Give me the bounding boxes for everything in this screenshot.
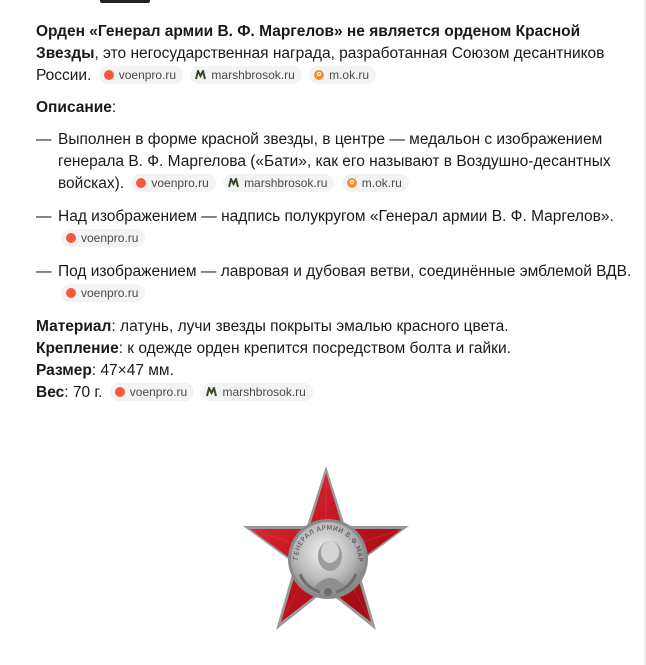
voenpro-icon <box>115 387 125 397</box>
marshbrosok-icon <box>195 70 206 80</box>
intro-paragraph <box>36 21 636 87</box>
voenpro-icon <box>66 288 76 298</box>
medal-inscription: ГЕНЕРАЛ АРМИИ В.Ф.МАР <box>291 523 365 563</box>
list-dash: — <box>36 131 52 148</box>
source-chip-voenpro[interactable] <box>61 229 145 247</box>
property-label: Размер <box>36 362 92 379</box>
medal-image[interactable] <box>240 462 412 640</box>
property-label: Вес <box>36 384 65 401</box>
description-list <box>36 129 636 305</box>
source-label: voenpro.ru <box>151 176 209 190</box>
marshbrosok-icon <box>228 178 239 188</box>
source-chip-voenpro[interactable] <box>99 66 183 84</box>
source-chip-voenpro[interactable] <box>110 383 194 401</box>
list-dash: — <box>36 208 52 225</box>
description-heading-label: Описание <box>36 99 112 116</box>
source-label: voenpro.ru <box>118 68 177 82</box>
source-chip-marshbrosok[interactable] <box>190 66 301 84</box>
property-label: Материал <box>36 318 112 335</box>
property-value: : 47×47 мм. <box>91 362 174 379</box>
source-label: marshbrosok.ru <box>244 176 328 190</box>
source-chip-voenpro[interactable] <box>61 284 145 302</box>
intro-title: Орден «Генерал армии В. Ф. Маргелов» не является орденом Красной Звезды <box>36 23 581 62</box>
properties-block <box>36 316 636 404</box>
intro-text: , это негосударственная награда, разработанная Союзом десантников России. <box>36 45 605 84</box>
source-label: voenpro.ru <box>81 231 139 245</box>
source-label: marshbrosok.ru <box>211 68 295 82</box>
property-label: Крепление <box>36 340 119 357</box>
property-value: : 70 г. <box>64 384 103 401</box>
source-chip-voenpro[interactable] <box>131 174 215 192</box>
source-label: m.ok.ru <box>361 176 402 190</box>
source-chip-mok[interactable] <box>309 66 376 84</box>
source-label: m.ok.ru <box>329 68 370 82</box>
list-dash: — <box>36 263 52 280</box>
source-chip-mok[interactable] <box>342 174 409 192</box>
source-chip-marshbrosok[interactable] <box>201 383 312 401</box>
voenpro-icon <box>104 70 114 80</box>
source-chip-marshbrosok[interactable] <box>223 174 334 192</box>
source-label: voenpro.ru <box>129 385 188 399</box>
source-label: voenpro.ru <box>81 286 139 300</box>
red-star-medal-icon <box>240 462 412 640</box>
description-heading <box>36 97 636 119</box>
source-label: marshbrosok.ru <box>222 385 306 399</box>
marshbrosok-icon <box>206 387 217 397</box>
voenpro-icon <box>136 178 146 188</box>
description-heading-colon: : <box>111 99 117 116</box>
odnoklassniki-icon <box>314 70 324 80</box>
voenpro-icon <box>66 233 76 243</box>
list-item-text: Над изображением — надпись полукругом «Генерал армии В. Ф. Маргелов». <box>58 208 614 225</box>
list-item-text: Выполнен в форме красной звезды, в центре — медальон с изображением генерала В. Ф. Маргелова («Бати», как его называют в Воздушно-десантных войсках). <box>58 131 611 192</box>
property-size <box>36 360 636 382</box>
list-item <box>36 206 636 250</box>
list-item <box>36 129 636 195</box>
top-divider <box>100 0 150 3</box>
property-value: : к одежде орден крепится посредством болта и гайки. <box>118 340 511 357</box>
list-item <box>36 261 636 305</box>
answer-content <box>36 21 636 404</box>
odnoklassniki-icon <box>347 178 357 188</box>
property-material <box>36 316 636 338</box>
list-item-text: Под изображением — лавровая и дубовая ветви, соединённые эмблемой ВДВ. <box>58 263 632 280</box>
property-value: : латунь, лучи звезды покрыты эмалью красного цвета. <box>111 318 509 335</box>
property-mount <box>36 338 636 360</box>
property-weight <box>36 382 636 404</box>
